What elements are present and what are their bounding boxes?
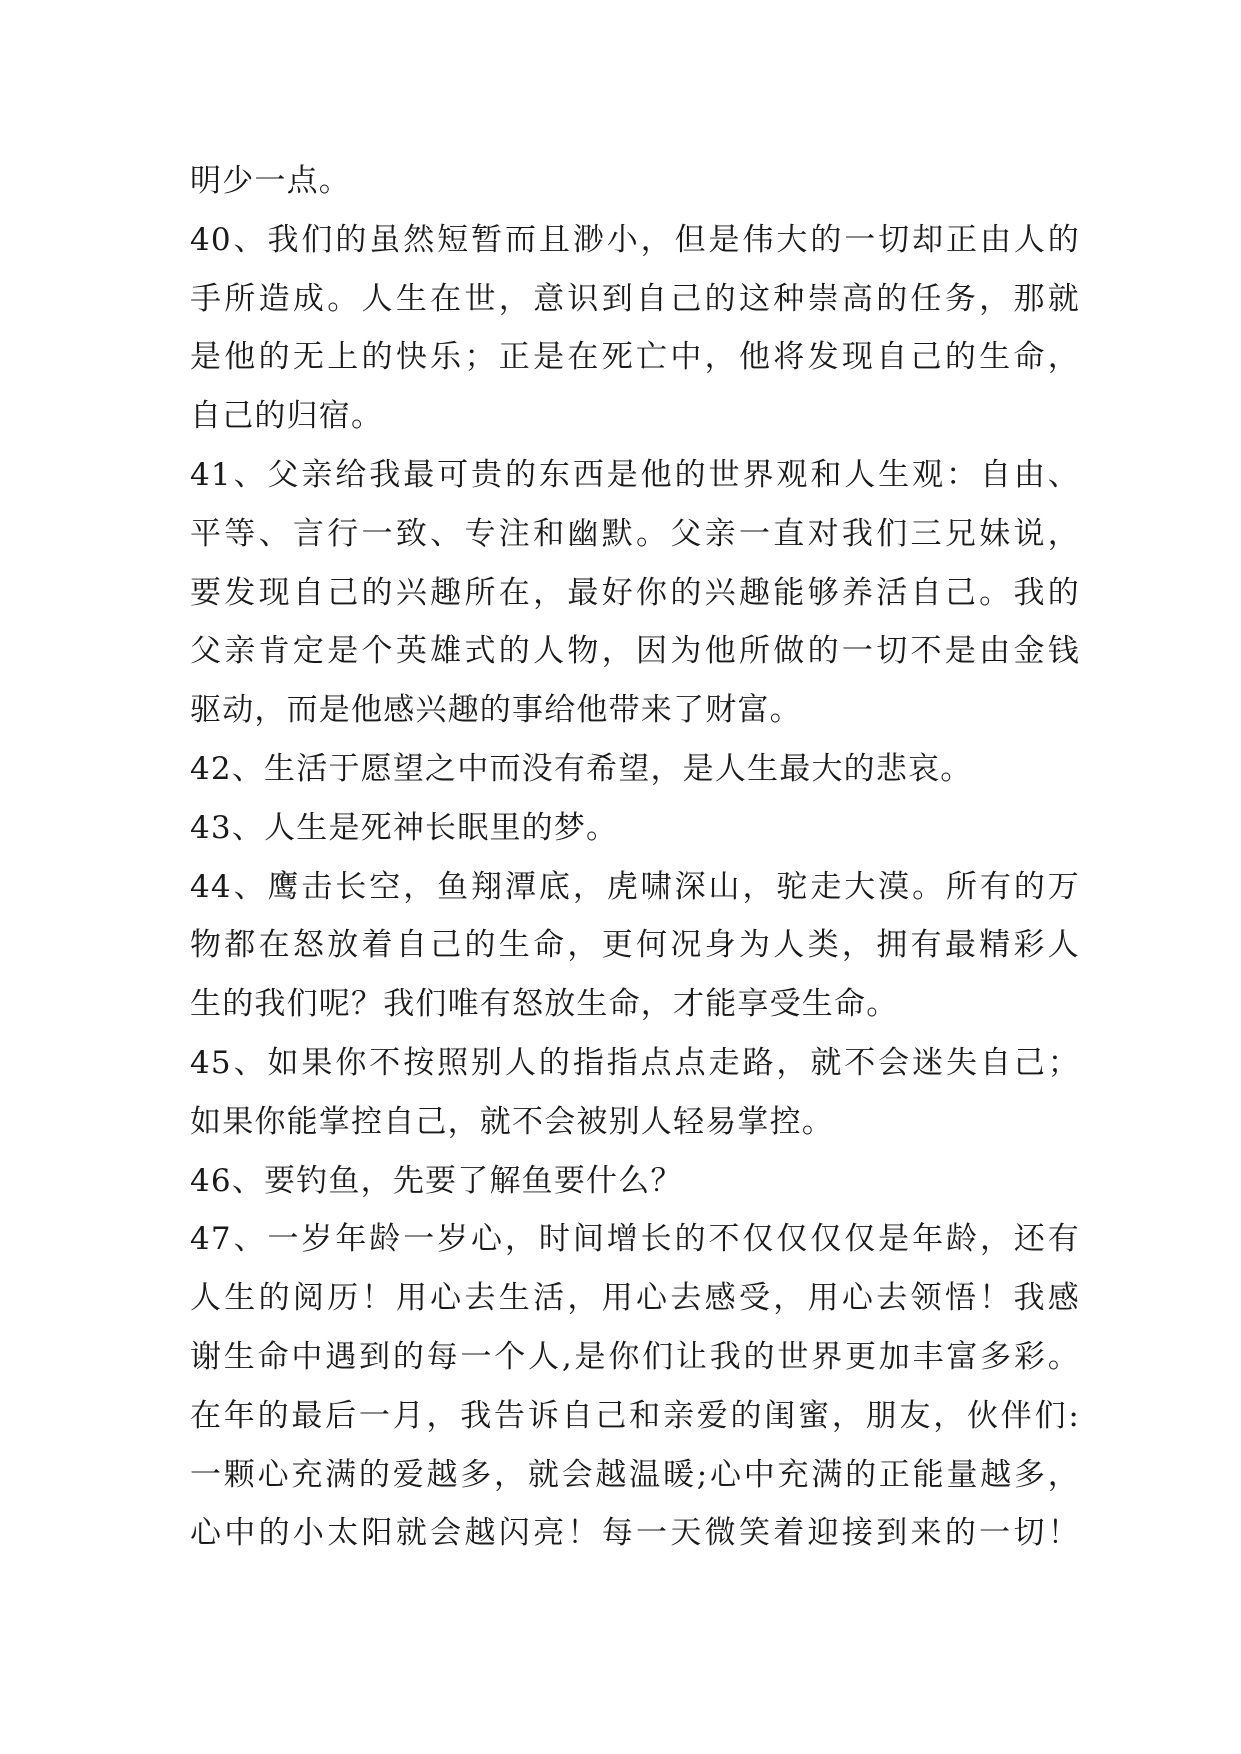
text-line: 42、生活于愿望之中而没有希望，是人生最大的悲哀。 [190,750,973,787]
text-line: 40、我们的虽然短暂而且渺小，但是伟大的一切却正由人的 [190,221,1080,258]
text-line: 平等、言行一致、专注和幽默。父亲一直对我们三兄妹说， [190,515,1080,552]
text-line: 是他的无上的快乐；正是在死亡中，他将发现自己的生命， [190,339,1080,376]
text-line: 如果你能掌控自己，就不会被别人轻易掌控。 [190,1103,834,1140]
text-line: 驱动，而是他感兴趣的事给他带来了财富。 [190,692,802,729]
body-text [190,152,1080,1563]
text-line: 物都在怒放着自己的生命，更何况身为人类，拥有最精彩人 [190,927,1080,964]
text-line: 父亲肯定是个英雄式的人物，因为他所做的一切不是由金钱 [190,633,1080,670]
text-line: 在年的最后一月，我告诉自己和亲爱的闺蜜，朋友，伙伴们: [190,1397,1080,1434]
text-line: 人生的阅历！用心去生活，用心去感受，用心去领悟！我感 [190,1280,1080,1317]
text-line: 43、人生是死神长眠里的梦。 [190,809,619,846]
text-line: 44、鹰击长空，鱼翔潭底，虎啸深山，驼走大漠。所有的万 [190,868,1080,905]
text-line: 41、父亲给我最可贵的东西是他的世界观和人生观：自由、 [190,456,1080,493]
text-line: 要发现自己的兴趣所在，最好你的兴趣能够养活自己。我的 [190,574,1080,611]
text-line: 一颗心充满的爱越多，就会越温暖;心中充满的正能量越多， [190,1456,1080,1493]
text-line: 46、要钓鱼，先要了解鱼要什么？ [190,1162,683,1199]
text-line: 心中的小太阳就会越闪亮！每一天微笑着迎接到来的一切！ [190,1515,1080,1552]
text-line: 45、如果你不按照别人的指指点点走路，就不会迷失自己； [190,1044,1080,1081]
text-line: 手所造成。人生在世，意识到自己的这种崇高的任务，那就 [190,280,1080,317]
text-line: 谢生命中遇到的每一个人,是你们让我的世界更加丰富多彩。 [190,1338,1080,1375]
text-line: 生的我们呢？我们唯有怒放生命，才能享受生命。 [190,986,899,1023]
text-line: 47、一岁年龄一岁心，时间增长的不仅仅仅仅是年龄，还有 [190,1221,1080,1258]
text-line: 明少一点。 [190,163,351,199]
text-line: 自己的归宿。 [190,398,384,435]
